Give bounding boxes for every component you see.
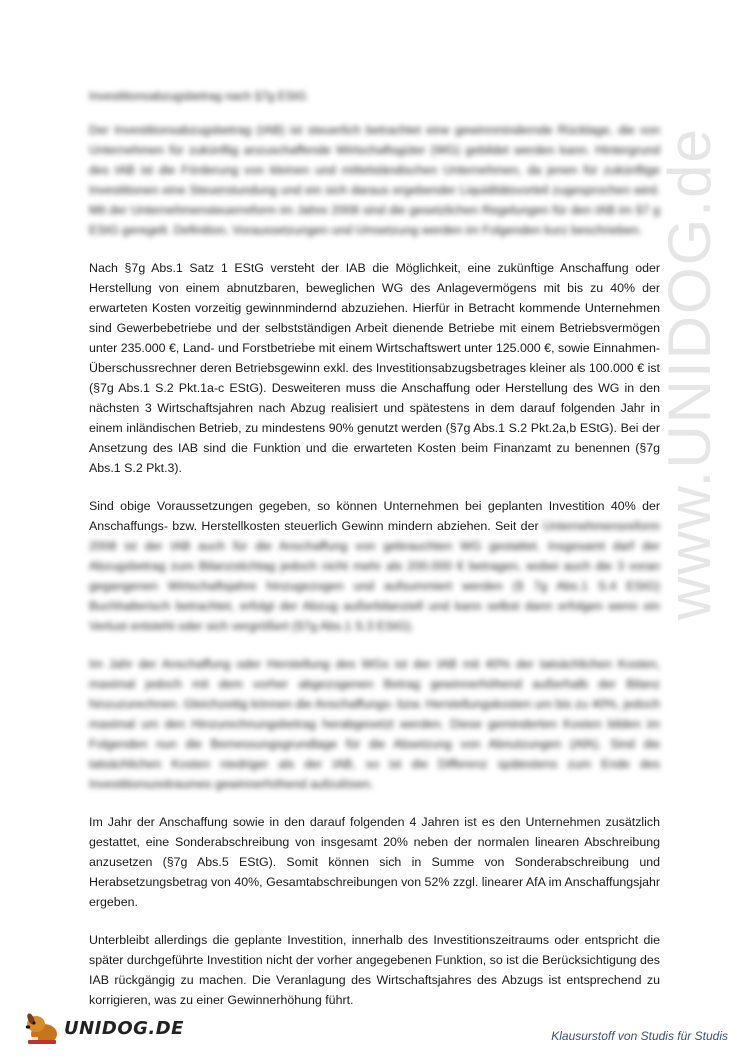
paragraph-deduction-visible: Sind obige Voraussetzungen gegeben, so können Unternehmen bei geplanten Investition 40% der Anschaffungs- bzw. Herstellkosten steuerlich Gewinn mindern abziehen. Seit der bbox=[89, 499, 660, 533]
document-heading: Investitionsabzugsbetrag nach §7g EStG bbox=[89, 89, 307, 103]
paragraph-acquisition-year: Im Jahr der Anschaffung oder Herstellung des WGs ist der IAB mit 40% der tatsächlichen Kosten, maximal jedoch mit dem vorher abgezogenen Betrag gewinnerhöhend außerhalb der Bilanz hinzuzurechnen. Gleichzeitig können die Anschaffungs- bzw. Herstellungskosten um bis zu 40%, jedoch maximal um den Hinzurechnungsbetrag herabgesetzt werden. Diese geminderten Kosten bilden im Folgenden nun die Bemessungsgrundlage für die Absetzung von Abnutzungen (AfA). Sind die tatsächlichen Kosten niedriger als der IAB, so ist die Differenz spätestens zum Ende des Investitionszeitraumes gewinnerhöhend aufzulösen. bbox=[89, 657, 660, 791]
paragraph-intro: Der Investitionsabzugsbetrag (IAB) ist steuerlich betrachtet eine gewinnmindernde Rücklage, die von Unternehmen für zukünftig anzuschaffende Wirtschaftsgüter (WG) gebildet werden kann. Hintergrund des IAB ist die Förderung von kleinen und mittelständischen Unternehmen, da jenen für zukünftige Investitionen eine Steuerstundung und ein sich daraus ergebender Liquiditätsvorteil zugesprochen wird. Mit der Unternehmensteuerreform im Jahre 2008 sind die gesetzlichen Regelungen für den IAB im §7 g EStG geregelt. Definition, Voraussetzungen und Umsetzung werden im Folgenden kurz beschrieben. bbox=[89, 123, 660, 237]
footer-logo[interactable] bbox=[22, 1008, 184, 1048]
paragraph-deduction bbox=[89, 496, 660, 636]
document-body bbox=[89, 86, 660, 1028]
footer-slogan: Klausurstoff von Studis für Studis bbox=[551, 1029, 728, 1043]
document-page: www.UNIDOG.de Investitionsabzugsbetrag nach §7g EStG Der Investitionsabzugsbetrag (IAB) ist steuerlich betrachtet eine gewinnmindernde Rücklage, die von Unternehmen für zukünftig anzuschaffende Wirtschaftsgüter (WG) gebildet werden kann. Hintergrund des IAB ist die Förderung von kleinen und mittelständischen Unternehmen, da jenen für zukünftige Investitionen eine Steuerstundung und ein sich daraus ergebender Liquiditätsvorteil zugesprochen wird. Mit der Unternehmensteuerreform im Jahre 2008 sind die gesetzlichen Regelungen für den IAB im §7 g EStG geregelt. Definition, Voraussetzungen und Umsetzung werden im Folgenden kurz beschrieben. Nach §7g Abs.1 Satz 1 EStG versteht der IAB die Möglichkeit, eine zukünftige Anschaffung oder Herstellung von einem abnutzbaren, beweglichen WG des Anlagevermögens mit bis zu 40% der erwarteten Kosten vorzeitig gewinnmindernd abzuziehen. Hierfür in Betracht kommende Unternehmen sind Gewerbebetriebe und der selbstständigen Arbeit dienende Betriebe mit einem Betriebsvermögen unter 235.000 €, Land- und Forstbetriebe mit einem Wirtschaftswert unter 125.000 €, sowie Einnahmen-Überschussrechner deren Betriebsgewinn exkl. des Investitionsabzugsbetrages kleiner als 100.000 € ist (§7g Abs.1 S.2 Pkt.1a-c EStG). Desweiteren muss die Anschaffung oder Herstellung des WG in den nächsten 3 Wirtschaftsjahren nach Abzug realisiert und spätestens in dem darauf folgenden Jahr in einem inländischen Betrieb, zu mindestens 90% genutzt werden (§7g Abs.1 S.2 Pkt.2a,b EStG). Bei der Ansetzung des IAB sind die Funktion und die erwarteten Kosten beim Finanzamt zu benennen (§7g Abs.1 S.2 Pkt.3). Sind obige Voraussetzungen gegeben, so können Unternehmen bei geplanten Investition 40% der Anschaffungs- bzw. Herstellkosten steuerlich Gewinn mindern abziehen. Seit der Unternehmensreform 2008 ist der IAB auch für die Anschaffung von gebrauchten WG gestattet. Insgesamt darf der Abzugsbetrag zum Bilanzstichtag jedoch nicht mehr als 200.000 € betragen, wobei auch die 3 voran gegangenen Wirtschaftsjahre hinzugezogen und aufsummiert werden (§ 7g Abs.1 S.4 EStG) Buchhalterisch betrachtet, erfolgt der Abzug außerbilanziell und kann selbst dann erfolgen wenn ein Verlust entsteht oder sich vergrößert (§7g Abs.1 S.3 EStG). Im Jahr der Anschaffung oder Herstellung des WGs ist der IAB mit 40% der tatsächlichen Kosten, maximal jedoch mit dem vorher abgezogenen Betrag gewinnerhöhend außerhalb der Bilanz hinzuzurechnen. Gleichzeitig können die Anschaffungs- bzw. Herstellungskosten um bis zu 40%, jedoch maximal um den Hinzurechnungsbetrag herabgesetzt werden. Diese geminderten Kosten bilden im Folgenden nun die Bemessungsgrundlage für die Absetzung von Abnutzungen (AfA). Sind die tatsächlichen Kosten niedriger als der IAB, so ist die Differenz spätestens zum Ende des Investitionszeitraumes gewinnerhöhend aufzulösen. Im Jahr der Anschaffung sowie in den darauf folgenden 4 Jahren ist es den Unternehmen zusätzlich gestattet, eine Sonderabschreibung von insgesamt 20% neben der normalen linearen Abschreibung anzusetzen (§7g Abs.5 EStG). Somit können sich in Summe von Sonderabschreibung und Herabsetzungsbetrag von 40%, Gesamtabschreibungen von 52% zzgl. linearer AfA im Anschaffungsjahr ergeben. Unterbleibt allerdings die geplante Investition, innerhalb des Investitionszeitraums oder entspricht die später durchgeführte Investition nicht der vorher angegebenen Funktion, so ist die Berücksichtigung des IAB rückgängig zu machen. Die Veranlagung des Wirtschaftsjahres des Abzugs ist entsprechend zu korrigieren, was zu einer Gewinnerhöhung führt. UNIDOG.DE Klausurstoff von Studis für Studis bbox=[0, 0, 750, 1060]
paragraph-reversal: Unterbleibt allerdings die geplante Investition, innerhalb des Investitionszeitraums oder entspricht die später durchgeführte Investition nicht der vorher angegebenen Funktion, so ist die Berücksichtigung des IAB rückgängig zu machen. Die Veranlagung des Wirtschaftsjahres des Abzugs ist entsprechend zu korrigieren, was zu einer Gewinnerhöhung führt. bbox=[89, 933, 660, 1007]
logo-text: UNIDOG.DE bbox=[64, 1017, 184, 1039]
paragraph-special-depreciation: Im Jahr der Anschaffung sowie in den darauf folgenden 4 Jahren ist es den Unternehmen zusätzlich gestattet, eine Sonderabschreibung von insgesamt 20% neben der normalen linearen Abschreibung anzusetzen (§7g Abs.5 EStG). Somit können sich in Summe von Sonderabschreibung und Herabsetzungsbetrag von 40%, Gesamtabschreibungen von 52% zzgl. linearer AfA im Anschaffungsjahr ergeben. bbox=[89, 815, 660, 909]
paragraph-deduction-hidden: Unternehmensreform 2008 ist der IAB auch für die Anschaffung von gebrauchten WG gestattet. Insgesamt darf der Abzugsbetrag zum Bilanzstichtag jedoch nicht mehr als 200.000 € betragen, wobei auch die 3 voran gegangenen Wirtschaftsjahre hinzugezogen und aufsummiert werden (§ 7g Abs.1 S.4 EStG) Buchhalterisch betrachtet, erfolgt der Abzug außerbilanziell und kann selbst dann erfolgen wenn ein Verlust entsteht oder sich vergrößert (§7g Abs.1 S.3 EStG). bbox=[89, 519, 660, 633]
dog-icon bbox=[22, 1008, 62, 1048]
paragraph-requirements: Nach §7g Abs.1 Satz 1 EStG versteht der IAB die Möglichkeit, eine zukünftige Anschaffung oder Herstellung von einem abnutzbaren, beweglichen WG des Anlagevermögens mit bis zu 40% der erwarteten Kosten vorzeitig gewinnmindernd abzuziehen. Hierfür in Betracht kommende Unternehmen sind Gewerbebetriebe und der selbstständigen Arbeit dienende Betriebe mit einem Betriebsvermögen unter 235.000 €, Land- und Forstbetriebe mit einem Wirtschaftswert unter 125.000 €, sowie Einnahmen-Überschussrechner deren Betriebsgewinn exkl. des Investitionsabzugsbetrages kleiner als 100.000 € ist (§7g Abs.1 S.2 Pkt.1a-c EStG). Desweiteren muss die Anschaffung oder Herstellung des WG in den nächsten 3 Wirtschaftsjahren nach Abzug realisiert und spätestens in dem darauf folgenden Jahr in einem inländischen Betrieb, zu mindestens 90% genutzt werden (§7g Abs.1 S.2 Pkt.2a,b EStG). Bei der Ansetzung des IAB sind die Funktion und die erwarteten Kosten beim Finanzamt zu benennen (§7g Abs.1 S.2 Pkt.3). bbox=[89, 261, 660, 475]
